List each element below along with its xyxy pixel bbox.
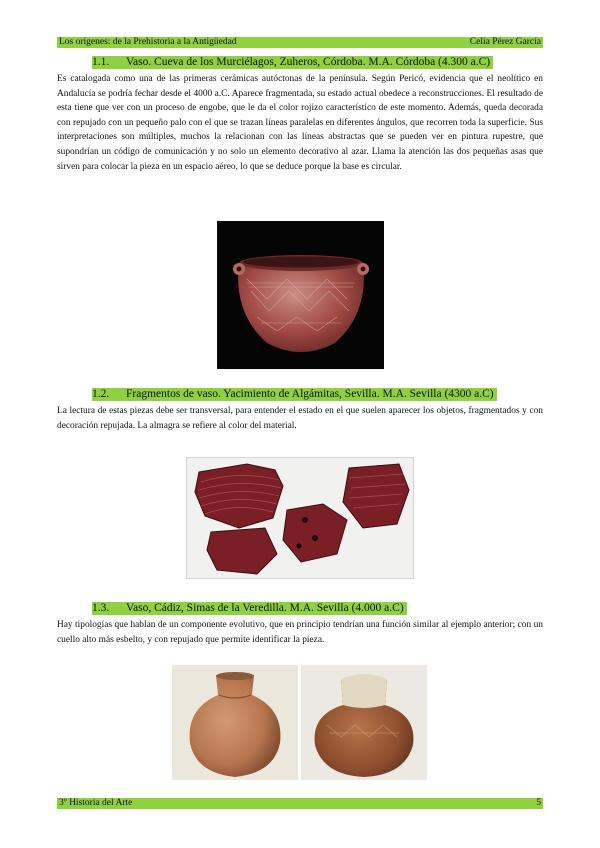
section-title: Vaso, Cádiz, Simas de la Veredilla. M.A. Sevilla (4.000 a.C)	[126, 602, 404, 614]
section-paragraph-1-3: Hay tipologías que hablan de un componente evolutivo, que en principio tendrían una función similar al ejemplo anterior; con un cuello alto más esbelto, y con repujado que permite identificar la pieza.	[57, 620, 543, 645]
section-heading-1-2	[92, 388, 497, 401]
section-number: 1.1.	[92, 56, 110, 68]
section-paragraph-1-1: Es catalogada como una de las primeras cerámicas autóctonas de la península. Según Pericó, evidencia que el neolítico en Andalucía se podría fechar desde el 4000 a.C. Aparece fragmentada, su estado actual obedece a reconstrucciones. El resultado de esta tiene que ver con un proceso de engobe, que le da el color rojizo característico de este momento. Además, queda decorada con repujado con un pequeño palo con el que se trazan líneas paralelas en diferentes ángulos, que recorren toda la superficie. Sus interpretaciones son múltiples, muchos la relacionan con las líneas abstractas que se pueden ver en pintura rupestre, que supondrían un código de comunicación y no solo un elemento decorativo al azar. Llama la atención las dos pequeñas asas que sirven para colocar la pieza en un espacio aéreo, lo que se deduce porque la base es circular.	[57, 74, 543, 172]
section-number: 1.3.	[92, 602, 110, 614]
section-title: Vaso. Cueva de los Murciélagos, Zuheros, Córdoba. M.A. Córdoba (4.300 a.C)	[126, 56, 491, 68]
fragments-photo	[186, 457, 414, 579]
footer-course: 3º Historia del Arte	[59, 798, 133, 808]
section-title: Fragmentos de vaso. Yacimiento de Algámitas, Sevilla. M.A. Sevilla (4300 a.C)	[126, 388, 494, 400]
header-author: Celia Pérez García	[469, 37, 541, 47]
header-course-title: Los orígenes: de la Prehistoria a la Antigüedad	[59, 37, 237, 47]
page-number: 5	[536, 798, 541, 808]
vase-photo	[217, 221, 384, 369]
cadiz-vase-photo-right	[301, 665, 427, 780]
section-heading-1-3	[92, 602, 407, 615]
page-header	[57, 37, 543, 48]
section-heading-1-1	[92, 56, 493, 69]
page-footer	[57, 798, 543, 809]
section-number: 1.2.	[92, 388, 110, 400]
cadiz-vase-photo-left	[172, 665, 298, 780]
section-paragraph-1-2: La lectura de estas piezas debe ser transversal, para entender el estado en el que suelen aparecer los objetos, fragmentados y con decoración repujada. La almagra se refiere al color del material.	[57, 406, 543, 431]
